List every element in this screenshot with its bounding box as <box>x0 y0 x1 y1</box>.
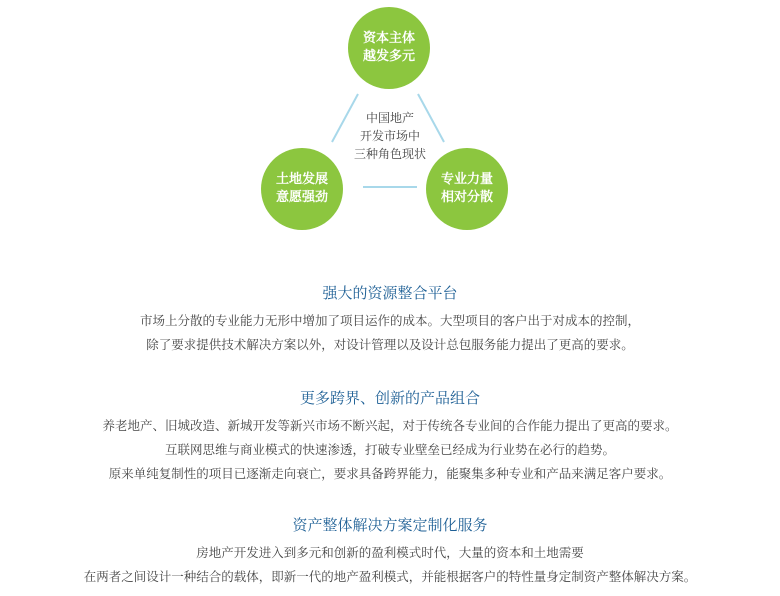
section-title: 资产整体解决方案定制化服务 <box>292 516 488 534</box>
section-asset-solutions <box>0 514 780 589</box>
circle-capital-label: 资本主体 越发多元 <box>362 31 415 64</box>
roles-diagram <box>0 0 780 260</box>
section-text-line: 原来单纯复制性的项目已逐渐走向衰亡，要求具备跨界能力，能聚集多种专业和产品来满足客户要求。 <box>108 466 672 481</box>
section-title: 强大的资源整合平台 <box>322 284 458 302</box>
circle-professional-label: 专业力量 相对分散 <box>440 172 493 205</box>
circle-capital <box>348 7 430 89</box>
section-title: 更多跨界、创新的产品组合 <box>299 389 480 407</box>
section-text-line: 市场上分散的专业能力无形中增加了项目运作的成本。大型项目的客户出于对成本的控制， <box>139 313 640 328</box>
section-text-line: 在两者之间设计一种结合的载体，即新一代的地产盈利模式，并能根据客户的特性量身定制资产整体解决方案。 <box>83 569 697 584</box>
section-text-line: 养老地产、旧城改造、新城开发等新兴市场不断兴起，对于传统各专业间的合作能力提出了更高的要求。 <box>102 418 678 433</box>
section-crossover-products <box>0 387 780 486</box>
section-resource-platform <box>0 282 780 357</box>
section-text-line: 除了要求提供技术解决方案以外，对设计管理以及设计总包服务能力提出了更高的要求。 <box>146 337 634 352</box>
section-text-line: 互联网思维与商业模式的快速渗透，打破专业壁垒已经成为行业势在必行的趋势。 <box>164 442 615 457</box>
circle-land-label: 土地发展 意愿强劲 <box>275 172 328 205</box>
diagram-center-label: 中国地产 开发市场中 三种角色现状 <box>353 111 426 161</box>
section-text-line: 房地产开发进入到多元和创新的盈利模式时代，大量的资本和土地需要 <box>196 545 584 560</box>
